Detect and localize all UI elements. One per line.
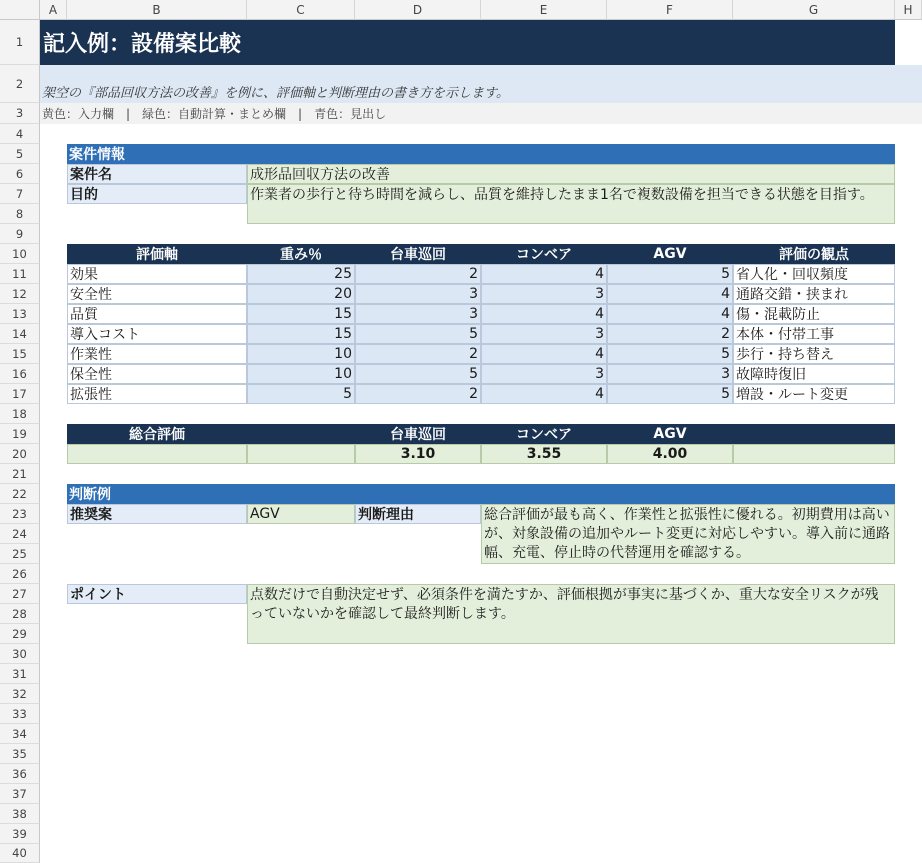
eval-agv-cell[interactable]: 4 (607, 304, 733, 324)
eval-view-cell[interactable]: 本体・付帯工事 (733, 324, 895, 344)
row-header[interactable]: 7 (0, 184, 40, 204)
column-header-h[interactable]: H (895, 0, 922, 20)
row-header[interactable]: 25 (0, 544, 40, 564)
eval-header-cart[interactable]: 台車巡回 (355, 244, 481, 264)
row-header[interactable]: 39 (0, 824, 40, 844)
recommended-value[interactable]: AGV (247, 504, 355, 524)
total-header-agv[interactable]: AGV (607, 424, 733, 444)
eval-axis-cell[interactable]: 効果 (67, 264, 247, 284)
eval-weight-cell[interactable]: 10 (247, 364, 355, 384)
row-header[interactable]: 36 (0, 764, 40, 784)
row-header[interactable]: 24 (0, 524, 40, 544)
row-header[interactable]: 11 (0, 264, 40, 284)
column-header-e[interactable]: E (481, 0, 607, 20)
total-header-blank[interactable] (247, 424, 355, 444)
row-header[interactable]: 2 (0, 65, 40, 103)
row-header[interactable]: 14 (0, 324, 40, 344)
eval-weight-cell[interactable]: 15 (247, 304, 355, 324)
eval-view-cell[interactable]: 歩行・持ち替え (733, 344, 895, 364)
eval-header-axis[interactable]: 評価軸 (67, 244, 247, 264)
row-header[interactable]: 5 (0, 144, 40, 164)
eval-cart-cell[interactable]: 2 (355, 344, 481, 364)
row-header[interactable]: 31 (0, 664, 40, 684)
decision-header[interactable]: 判断例 (67, 484, 895, 504)
row-header[interactable]: 4 (0, 124, 40, 144)
eval-view-cell[interactable]: 傷・混載防止 (733, 304, 895, 324)
eval-header-view[interactable]: 評価の観点 (733, 244, 895, 264)
row-header[interactable]: 29 (0, 624, 40, 644)
recommended-label[interactable]: 推奨案 (67, 504, 247, 524)
case-name-label[interactable]: 案件名 (67, 164, 247, 184)
eval-view-cell[interactable]: 故障時復旧 (733, 364, 895, 384)
eval-cart-cell[interactable]: 5 (355, 324, 481, 344)
total-value-conveyor[interactable]: 3.55 (481, 444, 607, 464)
eval-cart-cell[interactable]: 5 (355, 364, 481, 384)
column-header-a[interactable]: A (40, 0, 67, 20)
point-label[interactable]: ポイント (67, 584, 247, 604)
eval-cart-cell[interactable]: 3 (355, 284, 481, 304)
total-header-cart[interactable]: 台車巡回 (355, 424, 481, 444)
row-header[interactable]: 16 (0, 364, 40, 384)
row-header[interactable]: 26 (0, 564, 40, 584)
row-header[interactable]: 38 (0, 804, 40, 824)
row-header[interactable]: 8 (0, 204, 40, 224)
row-header[interactable]: 19 (0, 424, 40, 444)
eval-agv-cell[interactable]: 5 (607, 344, 733, 364)
eval-agv-cell[interactable]: 5 (607, 384, 733, 404)
eval-view-cell[interactable]: 通路交錯・挟まれ (733, 284, 895, 304)
eval-agv-cell[interactable]: 5 (607, 264, 733, 284)
eval-header-conveyor[interactable]: コンベア (481, 244, 607, 264)
column-header-b[interactable]: B (67, 0, 247, 20)
row-header[interactable]: 32 (0, 684, 40, 704)
row-header[interactable]: 35 (0, 744, 40, 764)
eval-axis-cell[interactable]: 導入コスト (67, 324, 247, 344)
eval-header-agv[interactable]: AGV (607, 244, 733, 264)
row-header[interactable]: 1 (0, 20, 40, 65)
row-header[interactable]: 13 (0, 304, 40, 324)
row-header[interactable]: 30 (0, 644, 40, 664)
eval-conveyor-cell[interactable]: 4 (481, 304, 607, 324)
eval-conveyor-cell[interactable]: 4 (481, 264, 607, 284)
row-header[interactable]: 28 (0, 604, 40, 624)
row-header[interactable]: 15 (0, 344, 40, 364)
case-info-header[interactable]: 案件情報 (67, 144, 895, 164)
case-name-value[interactable]: 成形品回収方法の改善 (247, 164, 895, 184)
eval-cart-cell[interactable]: 2 (355, 264, 481, 284)
eval-weight-cell[interactable]: 25 (247, 264, 355, 284)
row-header[interactable]: 10 (0, 244, 40, 264)
eval-axis-cell[interactable]: 作業性 (67, 344, 247, 364)
eval-weight-cell[interactable]: 10 (247, 344, 355, 364)
eval-conveyor-cell[interactable]: 4 (481, 344, 607, 364)
eval-agv-cell[interactable]: 4 (607, 284, 733, 304)
select-all-corner[interactable] (0, 0, 40, 20)
eval-cart-cell[interactable]: 2 (355, 384, 481, 404)
total-header-conveyor[interactable]: コンベア (481, 424, 607, 444)
subtitle[interactable]: 架空の『部品回収方法の改善』を例に、評価軸と判断理由の書き方を示します。 (40, 65, 922, 103)
column-header-c[interactable]: C (247, 0, 355, 20)
row-header[interactable]: 18 (0, 404, 40, 424)
total-value-blank[interactable] (67, 444, 247, 464)
row-header[interactable]: 12 (0, 284, 40, 304)
eval-view-cell[interactable]: 省人化・回収頻度 (733, 264, 895, 284)
row-header[interactable]: 9 (0, 224, 40, 244)
purpose-value[interactable]: 作業者の歩行と待ち時間を減らし、品質を維持したまま1名で複数設備を担当できる状態を目指す。 (247, 184, 895, 224)
row-header[interactable]: 17 (0, 384, 40, 404)
total-label[interactable]: 総合評価 (67, 424, 247, 444)
eval-conveyor-cell[interactable]: 3 (481, 284, 607, 304)
total-header-blank[interactable] (733, 424, 895, 444)
eval-axis-cell[interactable]: 拡張性 (67, 384, 247, 404)
eval-axis-cell[interactable]: 品質 (67, 304, 247, 324)
row-header[interactable]: 34 (0, 724, 40, 744)
row-header[interactable]: 27 (0, 584, 40, 604)
total-value-blank[interactable] (733, 444, 895, 464)
row-header[interactable]: 22 (0, 484, 40, 504)
total-value-agv[interactable]: 4.00 (607, 444, 733, 464)
eval-weight-cell[interactable]: 5 (247, 384, 355, 404)
eval-agv-cell[interactable]: 3 (607, 364, 733, 384)
eval-conveyor-cell[interactable]: 3 (481, 324, 607, 344)
purpose-label[interactable]: 目的 (67, 184, 247, 204)
eval-weight-cell[interactable]: 15 (247, 324, 355, 344)
reason-label[interactable]: 判断理由 (355, 504, 481, 524)
row-header[interactable]: 23 (0, 504, 40, 524)
row-header[interactable]: 6 (0, 164, 40, 184)
eval-cart-cell[interactable]: 3 (355, 304, 481, 324)
column-header-g[interactable]: G (733, 0, 895, 20)
eval-view-cell[interactable]: 増設・ルート変更 (733, 384, 895, 404)
eval-conveyor-cell[interactable]: 4 (481, 384, 607, 404)
color-legend[interactable]: 黄色：入力欄 | 緑色：自動計算・まとめ欄 | 青色：見出し (40, 103, 922, 124)
row-header[interactable]: 21 (0, 464, 40, 484)
eval-axis-cell[interactable]: 保全性 (67, 364, 247, 384)
column-header-d[interactable]: D (355, 0, 481, 20)
row-header[interactable]: 3 (0, 103, 40, 124)
column-header-f[interactable]: F (607, 0, 733, 20)
eval-weight-cell[interactable]: 20 (247, 284, 355, 304)
total-value-cart[interactable]: 3.10 (355, 444, 481, 464)
page-title[interactable]: 記入例：設備案比較 (40, 20, 895, 65)
row-header[interactable]: 33 (0, 704, 40, 724)
row-header[interactable]: 40 (0, 844, 40, 863)
eval-header-weight[interactable]: 重み％ (247, 244, 355, 264)
row-header[interactable]: 37 (0, 784, 40, 804)
point-text[interactable]: 点数だけで自動決定せず、必須条件を満たすか、評価根拠が事実に基づくか、重大な安全リスクが残っていないかを確認して最終判断します。 (247, 584, 895, 644)
eval-axis-cell[interactable]: 安全性 (67, 284, 247, 304)
eval-conveyor-cell[interactable]: 3 (481, 364, 607, 384)
row-header[interactable]: 20 (0, 444, 40, 464)
eval-agv-cell[interactable]: 2 (607, 324, 733, 344)
total-value-blank[interactable] (247, 444, 355, 464)
reason-text[interactable]: 総合評価が最も高く、作業性と拡張性に優れる。初期費用は高いが、対象設備の追加やルート変更に対応しやすい。導入前に通路幅、充電、停止時の代替運用を確認する。 (481, 504, 895, 564)
